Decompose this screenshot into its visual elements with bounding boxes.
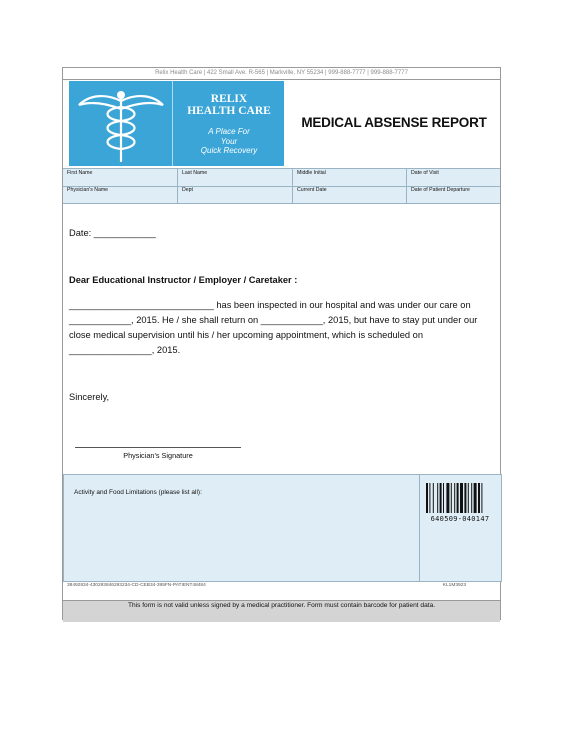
last-name-field[interactable]: Last Name: [178, 169, 293, 186]
barcode-icon: [426, 483, 496, 513]
salutation: Dear Educational Instructor / Employer / Caretaker :: [69, 275, 298, 285]
first-name-field[interactable]: First Name: [63, 169, 178, 186]
signature-line[interactable]: [75, 447, 241, 448]
tagline-line-3: Quick Recovery: [200, 146, 258, 155]
form-title: MEDICAL ABSENSE REPORT: [301, 115, 487, 130]
barcode-number: 640509-040147: [430, 515, 490, 523]
activity-label: Activity and Food Limitations (please list all):: [74, 489, 202, 496]
dept-field[interactable]: Dept: [178, 186, 293, 203]
body-line-3: close medical supervision until his / her upcoming appointment, which is scheduled on: [69, 330, 423, 340]
physician-name-field[interactable]: Physician's Name: [63, 186, 178, 203]
activity-limitations-box[interactable]: [63, 474, 420, 582]
fields-row-1: [63, 169, 500, 187]
body-line-4: ________________, 2015.: [69, 345, 181, 355]
form-ref-code: KL1M3923: [442, 583, 466, 588]
body-line-1: ____________________________ has been inspected in our hospital and was under our care on: [69, 300, 471, 310]
signature-label: Physician's Signature: [123, 451, 193, 460]
closing: Sincerely,: [69, 392, 110, 402]
tagline-line-1: A Place For: [208, 127, 250, 136]
middle-initial-field[interactable]: Middle Initial: [293, 169, 407, 186]
brand-name: [175, 93, 283, 117]
barcode-box: [420, 474, 502, 582]
banner-divider: [172, 81, 173, 166]
current-date-field[interactable]: Current Date: [293, 186, 407, 203]
brand-line-2: HEALTH CARE: [187, 105, 271, 117]
caduceus-icon: [75, 87, 167, 163]
brand-tagline: [175, 127, 283, 156]
fields-row-2: [63, 186, 500, 203]
date-of-visit-field[interactable]: Date of Visit: [411, 170, 439, 176]
body-line-2: ____________, 2015. He / she shall return on ____________, 2015, but have to stay put under our: [69, 315, 478, 325]
brand-banner: [69, 81, 284, 166]
contact-bar: Relix Health Care | 422 Small Ave. R-565 | Markville, NY 55234 | 999-888-7777 | 999-888-7777: [63, 68, 500, 80]
patient-ref-code: 38492834-430293846293234-CD-CEB34-395FN-PATIENT48484: [67, 583, 206, 588]
medical-absence-form: [62, 67, 501, 620]
patient-fields: [63, 168, 500, 204]
date-line: Date: ____________: [69, 228, 156, 238]
brand-line-1: RELIX: [210, 93, 248, 105]
tagline-line-2: Your: [220, 136, 238, 146]
footer-note: This form is not valid unless signed by a medical practitioner. Form must contain barcode for patient data.: [63, 600, 500, 622]
departure-date-field[interactable]: Date of Patient Departure: [411, 187, 470, 193]
